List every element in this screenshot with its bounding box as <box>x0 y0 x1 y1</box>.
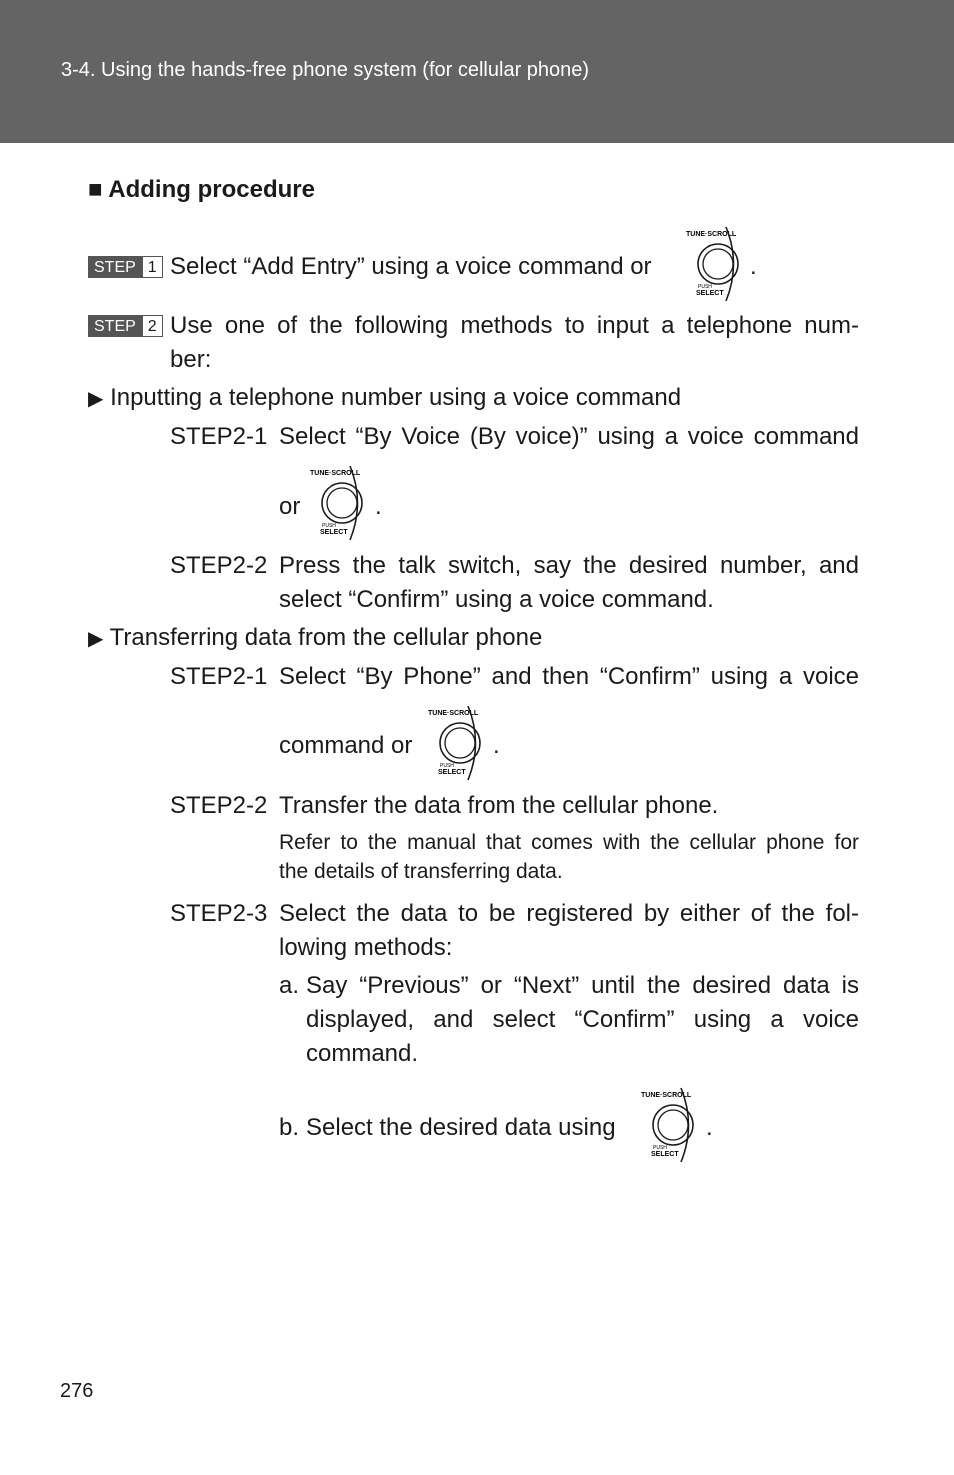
knob-select-label: SELECT <box>438 769 466 776</box>
triangle-bullet-icon: ▶ <box>88 388 104 410</box>
transfer-step-1-text: Select “By Phone” and then “Confirm” using a voice <box>279 663 859 690</box>
page-number: 276 <box>60 1380 94 1402</box>
knob-select-label: SELECT <box>320 529 348 536</box>
voice-step-2-label: STEP2-2 <box>170 552 268 579</box>
voice-step-1-period: . <box>375 493 382 520</box>
step-badge-label: STEP <box>88 315 142 337</box>
step-1-period: . <box>750 253 757 280</box>
voice-step-1-label: STEP2-1 <box>170 423 268 450</box>
step-1-text: Select “Add Entry” using a voice command or <box>170 253 652 280</box>
knob-push-label: PUSH <box>322 523 336 529</box>
tune-scroll-knob-icon <box>427 704 487 782</box>
knob-push-label: PUSH <box>440 763 454 769</box>
transfer-step-1-command-or: command or <box>279 732 413 759</box>
transfer-note-line-1: Refer to the manual that comes with the cellular phone for <box>279 831 859 854</box>
voice-step-2-line-1: Press the talk switch, say the desired number, and <box>279 552 859 579</box>
knob-top-label: TUNE·SCROLL <box>686 231 737 238</box>
voice-step-2-line-2: select “Confirm” using a voice command. <box>279 586 714 613</box>
transfer-step-3-label: STEP2-3 <box>170 900 268 927</box>
transfer-step-2-label: STEP2-2 <box>170 792 268 819</box>
knob-top-label: TUNE·SCROLL <box>310 470 361 477</box>
knob-select-label: SELECT <box>696 290 724 297</box>
step-2-badge <box>88 315 163 337</box>
section-heading <box>88 176 315 204</box>
knob-push-label: PUSH <box>653 1145 667 1151</box>
step-badge-number: 2 <box>142 315 163 337</box>
transfer-step-3-line-2: lowing methods: <box>279 934 453 961</box>
option-b-label: b. <box>279 1114 300 1141</box>
knob-push-label: PUSH <box>698 284 712 290</box>
voice-step-1-text: Select “By Voice (By voice)” using a voice command <box>279 423 859 450</box>
option-a-line-2: displayed, and select “Confirm” using a voice <box>306 1006 859 1033</box>
section-square-marker: ■ <box>88 176 103 203</box>
knob-select-label: SELECT <box>651 1151 679 1158</box>
tune-scroll-knob-icon <box>685 225 745 303</box>
step-2-line-1: Use one of the following methods to input a telephone num- <box>170 312 859 339</box>
transfer-step-2-text: Transfer the data from the cellular phone. <box>279 792 719 819</box>
option-a-line-1: Say “Previous” or “Next” until the desired data is <box>306 972 859 999</box>
method-transfer-heading <box>88 621 542 656</box>
method-transfer-title: Transferring data from the cellular phone <box>109 624 543 651</box>
option-b-period: . <box>706 1114 713 1141</box>
transfer-step-3-line-1: Select the data to be registered by either of the fol- <box>279 900 859 927</box>
step-2-line-2: ber: <box>170 346 212 373</box>
chapter-title: 3-4. Using the hands-free phone system (for cellular phone) <box>61 59 590 81</box>
option-a-label: a. <box>279 972 300 999</box>
section-heading-text: Adding procedure <box>108 176 315 203</box>
method-voice-heading <box>88 381 681 416</box>
knob-top-label: TUNE·SCROLL <box>641 1092 692 1099</box>
step-badge-label: STEP <box>88 256 142 278</box>
option-a-line-3: command. <box>306 1040 419 1067</box>
tune-scroll-knob-icon <box>640 1086 700 1164</box>
transfer-step-1-label: STEP2-1 <box>170 663 268 690</box>
triangle-bullet-icon: ▶ <box>88 628 104 650</box>
step-badge-number: 1 <box>142 256 163 278</box>
knob-top-label: TUNE·SCROLL <box>428 710 479 717</box>
tune-scroll-knob-icon <box>309 464 369 542</box>
step-1-badge <box>88 256 163 278</box>
option-b-text: Select the desired data using <box>306 1114 616 1141</box>
method-voice-title: Inputting a telephone number using a voice command <box>110 384 682 411</box>
page-header-band <box>0 0 954 143</box>
transfer-note-line-2: the details of transferring data. <box>279 860 563 883</box>
voice-step-1-or: or <box>279 493 301 520</box>
transfer-step-1-period: . <box>493 732 500 759</box>
